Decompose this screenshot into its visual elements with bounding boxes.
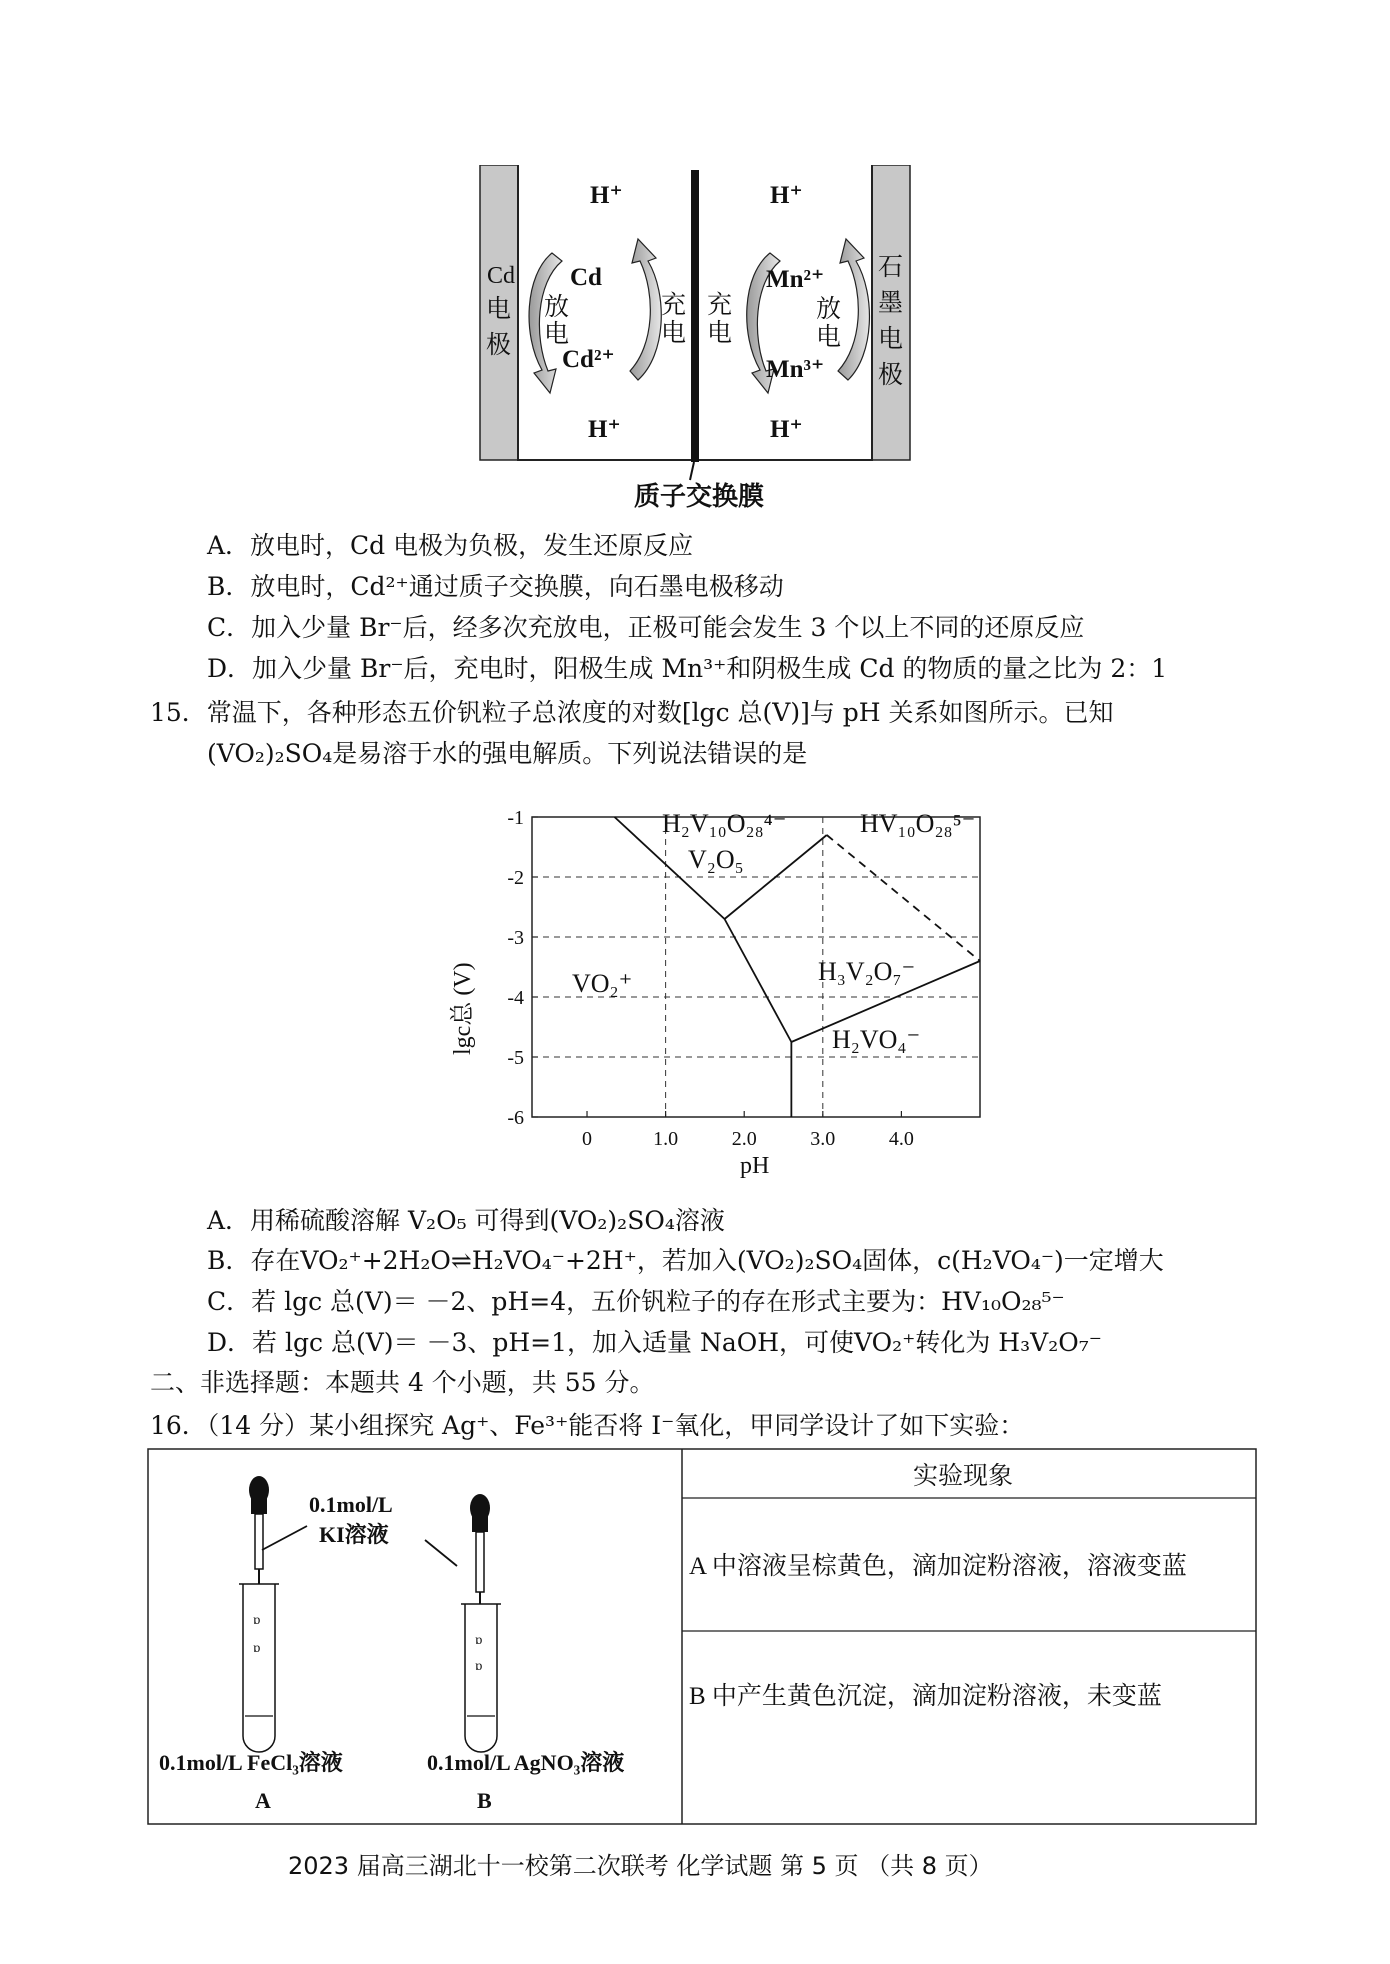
h-plus-label: H⁺ [588,416,621,443]
graphite-electrode-label: 石 [878,254,904,281]
battery-diagram [470,165,930,520]
tube-b-label: 0.1mol/L AgNO₃溶液 [427,1750,625,1775]
phase-boundary [827,835,980,961]
x-tick-label: 1.0 [653,1128,679,1150]
graphite-electrode-label: 墨 [878,290,904,317]
dropper-b [470,1494,490,1604]
charge-arrow [630,239,661,380]
region-label: H₂V₁₀O₂₈⁴⁻ [662,809,787,838]
discharge-label: 放 [816,296,842,323]
svg-text:ɒ: ɒ [475,1659,483,1674]
y-axis-label: lgc总 (V) [450,962,476,1055]
observation-a: A 中溶液呈棕黄色，滴加淀粉溶液，溶液变蓝 [689,1553,1187,1580]
dropper-a [249,1476,269,1584]
q15-stem: (VO₂)₂SO₄是易溶于水的强电解质。下列说法错误的是 [207,739,808,768]
discharge-label: 电 [816,324,842,351]
graphite-electrode-label: 电 [878,326,904,353]
tube-a-letter: A [255,1788,271,1813]
charge-label: 充 [707,292,733,319]
charge-label: 电 [661,320,687,347]
vanadium-ph-chart [440,795,1000,1180]
h-plus-label: H⁺ [590,182,623,209]
region-label: VO₂⁺ [572,969,633,998]
page-footer: 2023 届高三湖北十一校第二次联考 化学试题 第 5 页 （共 8 页） [288,1852,993,1880]
region-label: H₃V₂O₇⁻ [818,957,916,986]
mn2-species: Mn²⁺ [766,266,825,293]
q14-option-d: D．加入少量 Br⁻后，充电时，阳极生成 Mn³⁺和阴极生成 Cd 的物质的量之比为 2：1 [207,654,1168,683]
charge-label: 充 [661,292,687,319]
svg-text:ɒ: ɒ [475,1633,483,1648]
x-tick-label: 4.0 [888,1128,914,1150]
discharge-label: 电 [544,321,570,348]
tube-a-label: 0.1mol/L FeCl₃溶液 [159,1750,343,1775]
y-tick-label: -4 [507,987,524,1009]
tube-b-letter: B [477,1788,492,1813]
experiment-table [147,1448,1257,1828]
x-axis-label: pH [740,1153,770,1179]
test-tube-a [239,1584,279,1752]
q15-option-a: A．用稀硫酸溶解 V₂O₅ 可得到(VO₂)₂SO₄溶液 [207,1206,725,1235]
reagent-label: 0.1mol/L [309,1492,393,1517]
discharge-label: 放 [544,294,570,321]
table-header: 实验现象 [913,1463,1014,1490]
cd-electrode-label: 极 [486,332,512,359]
region-label: HV₁₀O₂₈⁵⁻ [860,809,976,838]
x-tick-label: 2.0 [731,1128,757,1150]
cd-electrode-label: 电 [486,296,512,323]
test-tube-b [461,1604,501,1752]
mn3-species: Mn³⁺ [766,356,825,383]
x-tick-label: 3.0 [810,1128,836,1150]
y-tick-label: -2 [507,867,524,889]
cd2-species: Cd²⁺ [562,346,615,373]
region-label: V₂O₅ [688,845,744,874]
svg-text:ɒ: ɒ [253,1641,261,1656]
q15-option-c: C．若 lgc 总(V)＝ －2、pH=4，五价钒粒子的存在形式主要为：HV₁₀O₂₈⁵⁻ [207,1287,1065,1316]
h-plus-label: H⁺ [770,182,803,209]
cd-species: Cd [570,264,602,291]
q15-option-d: D．若 lgc 总(V)＝ －3、pH=1，加入适量 NaOH，可使VO₂⁺转化为 H₃V₂O₇⁻ [207,1328,1102,1357]
q14-option-a: A．放电时，Cd 电极为负极，发生还原反应 [207,531,694,560]
region-label: H₂VO₄⁻ [832,1025,921,1054]
h-plus-label: H⁺ [770,416,803,443]
y-tick-label: -1 [507,807,524,829]
reagent-label: KI溶液 [319,1522,389,1547]
cd-electrode-label: Cd [487,263,516,289]
y-tick-label: -6 [507,1107,524,1129]
observation-b: B 中产生黄色沉淀，滴加淀粉溶液，未变蓝 [689,1683,1162,1710]
q15-option-b: B．存在VO₂⁺+2H₂O⇌H₂VO₄⁻+2H⁺，若加入(VO₂)₂SO₄固体，c(H₂VO₄⁻)一定增大 [207,1246,1164,1275]
charge-label: 电 [707,320,733,347]
section-heading: 二、非选择题：本题共 4 个小题，共 55 分。 [150,1368,655,1397]
y-tick-label: -5 [507,1047,524,1069]
graphite-electrode-label: 极 [878,362,904,389]
y-tick-label: -3 [507,927,524,949]
q14-option-c: C．加入少量 Br⁻后，经多次充放电，正极可能会发生 3 个以上不同的还原反应 [207,613,1085,642]
x-tick-label: 0 [582,1128,593,1150]
proton-exchange-membrane [691,170,699,462]
q16-stem: 16．（14 分）某小组探究 Ag⁺、Fe³⁺能否将 I⁻氧化，甲同学设计了如下实验： [150,1411,1025,1440]
q14-option-b: B．放电时，Cd²⁺通过质子交换膜，向石墨电极移动 [207,572,784,601]
q15-stem: 15．常温下，各种形态五价钒粒子总浓度的对数[lgc 总(V)]与 pH 关系如图所示。已知 [150,698,1114,727]
membrane-label: 质子交换膜 [634,482,765,511]
svg-text:ɒ: ɒ [253,1613,261,1628]
discharge-arrow [838,239,869,380]
